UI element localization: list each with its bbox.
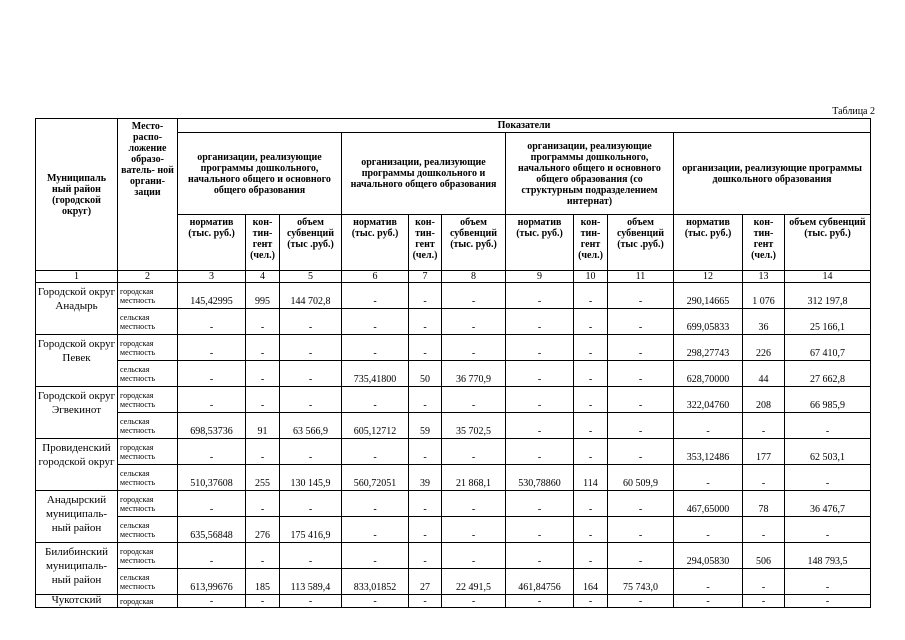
group-header: организации, реализующие программы дошкольного, начального общего и основного общего образования (со структурным подразделением интернат) — [506, 133, 674, 215]
value-cell: - — [178, 595, 246, 608]
value-cell: - — [409, 517, 442, 543]
value-cell: - — [178, 387, 246, 413]
value-cell: - — [280, 309, 342, 335]
value-cell: - — [785, 595, 871, 608]
subcolumn-header: объем субвенций (тыс. руб.) — [785, 215, 871, 271]
value-cell: - — [608, 309, 674, 335]
value-cell: - — [608, 335, 674, 361]
column-number: 4 — [246, 271, 280, 283]
value-cell: - — [178, 335, 246, 361]
value-cell: 36 476,7 — [785, 491, 871, 517]
table-row — [36, 543, 871, 569]
group-header: организации, реализующие программы дошкольного и начального общего образования — [342, 133, 506, 215]
value-cell: - — [608, 439, 674, 465]
value-cell: 276 — [246, 517, 280, 543]
value-cell: - — [506, 283, 574, 309]
municipality-header: Муниципаль ный район (городской округ) — [36, 119, 118, 271]
value-cell: - — [574, 517, 608, 543]
value-cell: 22 491,5 — [442, 569, 506, 595]
value-cell: 175 416,9 — [280, 517, 342, 543]
subcolumn-header: норматив (тыс. руб.) — [506, 215, 574, 271]
value-cell: - — [246, 491, 280, 517]
value-cell: - — [506, 387, 574, 413]
location-cell: городская местность — [118, 335, 178, 361]
value-cell: 510,37608 — [178, 465, 246, 491]
municipality-cell: Анадырский муниципаль- ный район — [36, 491, 118, 543]
value-cell: - — [506, 595, 574, 608]
municipality-cell: Провиденский городской округ — [36, 439, 118, 491]
value-cell: - — [674, 465, 743, 491]
value-cell: - — [280, 361, 342, 387]
location-cell: городская местность — [118, 543, 178, 569]
value-cell: - — [409, 491, 442, 517]
value-cell: 461,84756 — [506, 569, 574, 595]
group-header: организации, реализующие программы дошкольного образования — [674, 133, 871, 215]
table-row — [36, 387, 871, 413]
value-cell: 613,99676 — [178, 569, 246, 595]
indicators-header: Показатели — [178, 119, 871, 133]
value-cell: - — [280, 491, 342, 517]
value-cell: 113 589,4 — [280, 569, 342, 595]
value-cell: - — [178, 543, 246, 569]
value-cell: 50 — [409, 361, 442, 387]
subcolumn-header: норматив (тыс. руб.) — [674, 215, 743, 271]
value-cell: - — [442, 309, 506, 335]
value-cell: - — [608, 283, 674, 309]
value-cell: - — [506, 413, 574, 439]
value-cell: 322,04760 — [674, 387, 743, 413]
column-number: 14 — [785, 271, 871, 283]
value-cell: - — [442, 439, 506, 465]
value-cell: 75 743,0 — [608, 569, 674, 595]
value-cell: - — [246, 595, 280, 608]
value-cell: - — [342, 595, 409, 608]
value-cell: - — [280, 543, 342, 569]
subcolumn-header: кон- тин- гент (чел.) — [246, 215, 280, 271]
value-cell: 144 702,8 — [280, 283, 342, 309]
location-cell: сельская местность — [118, 465, 178, 491]
value-cell: 114 — [574, 465, 608, 491]
value-cell: - — [409, 335, 442, 361]
value-cell: - — [608, 517, 674, 543]
value-cell: - — [409, 543, 442, 569]
value-cell: - — [743, 413, 785, 439]
value-cell: - — [246, 543, 280, 569]
value-cell: - — [246, 387, 280, 413]
group-header: организации, реализующие программы дошкольного, начального общего и основного общего образования — [178, 133, 342, 215]
value-cell: - — [674, 569, 743, 595]
value-cell: - — [785, 517, 871, 543]
value-cell: - — [342, 439, 409, 465]
value-cell: 35 702,5 — [442, 413, 506, 439]
location-cell: городская местность — [118, 439, 178, 465]
value-cell: 27 662,8 — [785, 361, 871, 387]
value-cell: - — [608, 491, 674, 517]
value-cell: 21 868,1 — [442, 465, 506, 491]
value-cell: - — [574, 491, 608, 517]
value-cell: - — [506, 491, 574, 517]
value-cell: - — [178, 439, 246, 465]
value-cell: - — [442, 491, 506, 517]
value-cell: - — [280, 387, 342, 413]
value-cell: - — [280, 595, 342, 608]
value-cell: - — [574, 361, 608, 387]
value-cell: - — [409, 387, 442, 413]
value-cell: - — [506, 309, 574, 335]
value-cell: 25 166,1 — [785, 309, 871, 335]
value-cell: - — [409, 439, 442, 465]
value-cell: 635,56848 — [178, 517, 246, 543]
value-cell: - — [442, 595, 506, 608]
value-cell: - — [342, 309, 409, 335]
column-number: 11 — [608, 271, 674, 283]
value-cell: 208 — [743, 387, 785, 413]
value-cell: - — [574, 595, 608, 608]
value-cell: - — [608, 361, 674, 387]
value-cell: 36 — [743, 309, 785, 335]
value-cell: - — [178, 491, 246, 517]
value-cell: - — [743, 465, 785, 491]
value-cell: 78 — [743, 491, 785, 517]
value-cell: 353,12486 — [674, 439, 743, 465]
value-cell: - — [608, 543, 674, 569]
subcolumn-header: объем субвенций (тыс. руб.) — [442, 215, 506, 271]
value-cell: - — [246, 439, 280, 465]
location-header: Место- распо- ложение образо- ватель- ной органи- зации — [118, 119, 178, 271]
location-cell: сельская местность — [118, 569, 178, 595]
value-cell: - — [506, 335, 574, 361]
subcolumn-header: норматив (тыс. руб.) — [178, 215, 246, 271]
value-cell: 67 410,7 — [785, 335, 871, 361]
location-cell: сельская местность — [118, 361, 178, 387]
subcolumn-header: кон- тин- гент (чел.) — [743, 215, 785, 271]
location-cell: городская местность — [118, 387, 178, 413]
value-cell: 506 — [743, 543, 785, 569]
value-cell: - — [506, 439, 574, 465]
value-cell: 530,78860 — [506, 465, 574, 491]
location-cell: сельская местность — [118, 309, 178, 335]
column-number: 12 — [674, 271, 743, 283]
location-cell: сельская местность — [118, 517, 178, 543]
value-cell: 298,27743 — [674, 335, 743, 361]
value-cell: 66 985,9 — [785, 387, 871, 413]
value-cell: - — [574, 387, 608, 413]
column-number: 5 — [280, 271, 342, 283]
location-cell: сельская местность — [118, 413, 178, 439]
value-cell: - — [342, 517, 409, 543]
value-cell: 39 — [409, 465, 442, 491]
value-cell: - — [409, 595, 442, 608]
table-row — [36, 413, 871, 439]
value-cell: - — [743, 595, 785, 608]
value-cell: 44 — [743, 361, 785, 387]
value-cell: - — [506, 517, 574, 543]
value-cell: 148 793,5 — [785, 543, 871, 569]
column-number: 7 — [409, 271, 442, 283]
value-cell: - — [785, 569, 871, 595]
value-cell: 91 — [246, 413, 280, 439]
table-row — [36, 491, 871, 517]
value-cell: 294,05830 — [674, 543, 743, 569]
value-cell: - — [246, 309, 280, 335]
subcolumn-header: объем субвенций (тыс .руб.) — [608, 215, 674, 271]
table-row — [36, 335, 871, 361]
value-cell: 164 — [574, 569, 608, 595]
value-cell: - — [409, 309, 442, 335]
table-row — [36, 283, 871, 309]
municipality-cell: Чукотский — [36, 595, 118, 608]
value-cell: 698,53736 — [178, 413, 246, 439]
value-cell: 560,72051 — [342, 465, 409, 491]
municipality-cell: Городской округ Певек — [36, 335, 118, 387]
municipality-cell: Городской округ Эгвекинот — [36, 387, 118, 439]
location-cell: городская — [118, 595, 178, 608]
location-cell: городская местность — [118, 283, 178, 309]
column-number: 9 — [506, 271, 574, 283]
column-number: 13 — [743, 271, 785, 283]
value-cell: - — [608, 413, 674, 439]
value-cell: 59 — [409, 413, 442, 439]
value-cell: - — [342, 491, 409, 517]
value-cell: 130 145,9 — [280, 465, 342, 491]
table-row — [36, 439, 871, 465]
value-cell: 735,41800 — [342, 361, 409, 387]
table-row — [36, 361, 871, 387]
table-caption: Таблица 2 — [832, 106, 875, 117]
value-cell: - — [785, 413, 871, 439]
value-cell: 312 197,8 — [785, 283, 871, 309]
value-cell: - — [409, 283, 442, 309]
column-number: 10 — [574, 271, 608, 283]
value-cell: 605,12712 — [342, 413, 409, 439]
value-cell: - — [442, 517, 506, 543]
subsidy-table — [35, 118, 871, 608]
municipality-cell: Билибинский муниципаль- ный район — [36, 543, 118, 595]
value-cell: 63 566,9 — [280, 413, 342, 439]
value-cell: 226 — [743, 335, 785, 361]
value-cell: 185 — [246, 569, 280, 595]
value-cell: - — [280, 439, 342, 465]
value-cell: - — [342, 335, 409, 361]
table-row — [36, 309, 871, 335]
value-cell: 290,14665 — [674, 283, 743, 309]
value-cell: - — [608, 595, 674, 608]
value-cell: - — [608, 387, 674, 413]
value-cell: - — [442, 335, 506, 361]
value-cell: - — [178, 361, 246, 387]
value-cell: 699,05833 — [674, 309, 743, 335]
value-cell: - — [442, 283, 506, 309]
subcolumn-header: норматив (тыс. руб.) — [342, 215, 409, 271]
value-cell: 467,65000 — [674, 491, 743, 517]
table-row — [36, 595, 871, 608]
column-number: 8 — [442, 271, 506, 283]
value-cell: 833,01852 — [342, 569, 409, 595]
value-cell: 177 — [743, 439, 785, 465]
municipality-cell: Городской округ Анадырь — [36, 283, 118, 335]
value-cell: - — [574, 335, 608, 361]
subcolumn-header: объем субвенций (тыс .руб.) — [280, 215, 342, 271]
value-cell: - — [574, 413, 608, 439]
value-cell: - — [178, 309, 246, 335]
table-row — [36, 465, 871, 491]
value-cell: - — [342, 387, 409, 413]
value-cell: - — [342, 283, 409, 309]
column-number: 6 — [342, 271, 409, 283]
value-cell: 145,42995 — [178, 283, 246, 309]
value-cell: 27 — [409, 569, 442, 595]
value-cell: - — [574, 439, 608, 465]
location-cell: городская местность — [118, 491, 178, 517]
value-cell: - — [574, 543, 608, 569]
column-number: 3 — [178, 271, 246, 283]
table-row — [36, 569, 871, 595]
value-cell: - — [743, 569, 785, 595]
value-cell: 628,70000 — [674, 361, 743, 387]
value-cell: - — [785, 465, 871, 491]
value-cell: - — [246, 335, 280, 361]
value-cell: - — [442, 543, 506, 569]
subcolumn-header: кон- тин- гент (чел.) — [574, 215, 608, 271]
value-cell: - — [743, 517, 785, 543]
value-cell: - — [506, 543, 574, 569]
value-cell: 995 — [246, 283, 280, 309]
value-cell: - — [674, 413, 743, 439]
value-cell: - — [506, 361, 574, 387]
column-number: 1 — [36, 271, 118, 283]
value-cell: - — [280, 335, 342, 361]
value-cell: 62 503,1 — [785, 439, 871, 465]
value-cell: - — [574, 309, 608, 335]
value-cell: 60 509,9 — [608, 465, 674, 491]
table-row — [36, 517, 871, 543]
column-number: 2 — [118, 271, 178, 283]
value-cell: - — [674, 517, 743, 543]
value-cell: 36 770,9 — [442, 361, 506, 387]
value-cell: 1 076 — [743, 283, 785, 309]
value-cell: - — [442, 387, 506, 413]
value-cell: 255 — [246, 465, 280, 491]
value-cell: - — [674, 595, 743, 608]
value-cell: - — [574, 283, 608, 309]
subcolumn-header: кон- тин- гент (чел.) — [409, 215, 442, 271]
value-cell: - — [246, 361, 280, 387]
value-cell: - — [342, 543, 409, 569]
